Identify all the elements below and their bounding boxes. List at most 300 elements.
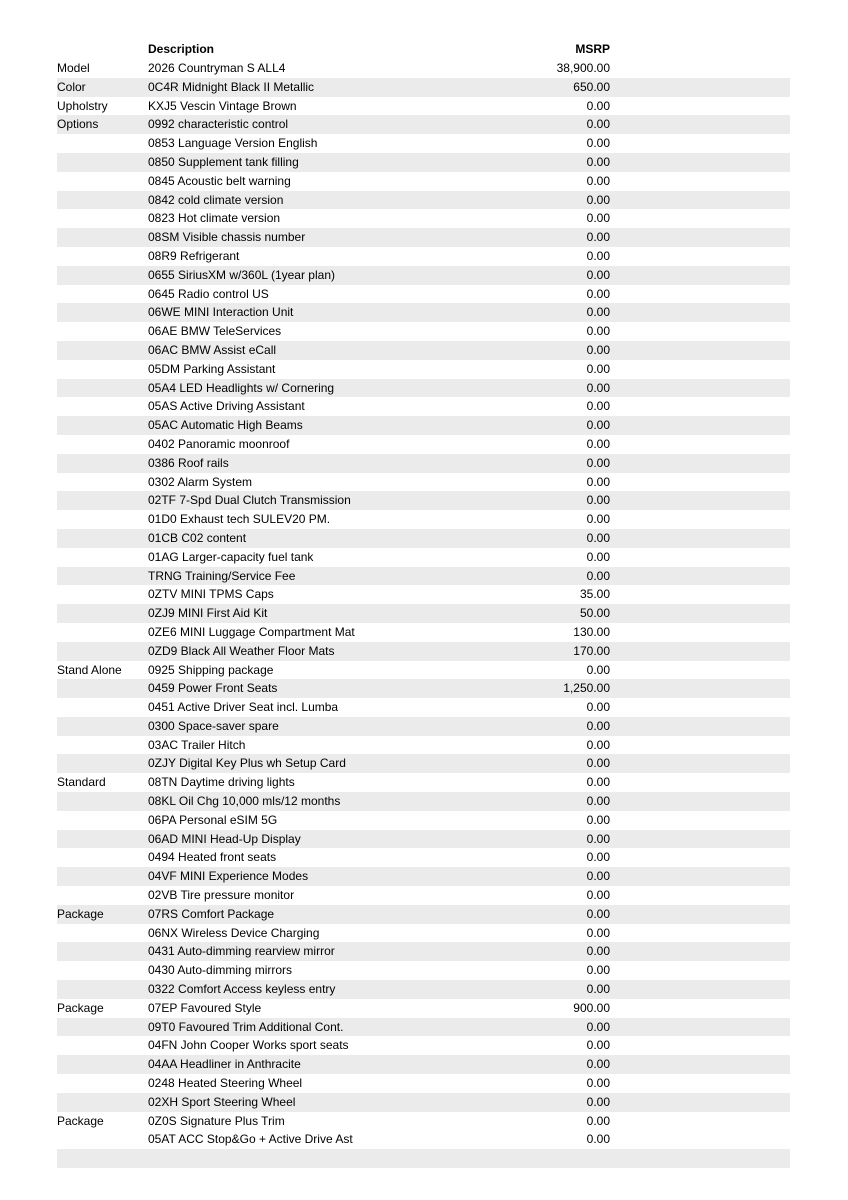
spacer-cell xyxy=(610,548,790,567)
spacer-cell xyxy=(610,266,790,285)
description-cell: 0823 Hot climate version xyxy=(148,211,281,226)
table-row xyxy=(57,604,790,623)
table-row xyxy=(57,792,790,811)
description-cell: 0451 Active Driver Seat incl. Lumba xyxy=(148,700,339,715)
table-row xyxy=(57,1112,790,1131)
description-cell: 0ZJ9 MINI First Aid Kit xyxy=(148,606,268,621)
description-cell: 06NX Wireless Device Charging xyxy=(148,925,320,940)
category-cell xyxy=(57,1055,148,1074)
spacer-cell xyxy=(610,416,790,435)
table-row xyxy=(57,1055,790,1074)
description-cell: 0655 SiriusXM w/360L (1year plan) xyxy=(148,267,335,282)
table-row xyxy=(57,491,790,510)
table-row xyxy=(57,191,790,210)
msrp-cell: 170.00 xyxy=(573,643,610,658)
description-cell: 0ZTV MINI TPMS Caps xyxy=(148,587,274,602)
description-cell: 06AC BMW Assist eCall xyxy=(148,342,277,357)
spacer-cell xyxy=(610,1018,790,1037)
category-cell xyxy=(57,510,148,529)
msrp-cell: 0.00 xyxy=(586,267,610,282)
msrp-cell: 0.00 xyxy=(586,1094,610,1109)
table-row xyxy=(57,661,790,680)
table-row xyxy=(57,78,790,97)
description-cell: 0853 Language Version English xyxy=(148,136,318,151)
category-cell xyxy=(57,191,148,210)
msrp-cell: 0.00 xyxy=(586,869,610,884)
header-row xyxy=(57,39,790,59)
spacer-cell xyxy=(610,942,790,961)
msrp-cell: 0.00 xyxy=(586,399,610,414)
table-row xyxy=(57,961,790,980)
category-cell xyxy=(57,397,148,416)
description-cell: 0302 Alarm System xyxy=(148,474,253,489)
description-cell: 06WE MINI Interaction Unit xyxy=(148,305,294,320)
table-row xyxy=(57,1036,790,1055)
category-column-header xyxy=(57,39,148,59)
table-row xyxy=(57,97,790,116)
msrp-cell: 130.00 xyxy=(573,624,610,639)
spacer-cell xyxy=(610,78,790,97)
table-row xyxy=(57,717,790,736)
table-row xyxy=(57,698,790,717)
category-cell xyxy=(57,867,148,886)
description-cell: 0845 Acoustic belt warning xyxy=(148,173,291,188)
table-row xyxy=(57,266,790,285)
description-cell: TRNG Training/Service Fee xyxy=(148,568,296,583)
table-row xyxy=(57,567,790,586)
table-row xyxy=(57,623,790,642)
description-cell: 0386 Roof rails xyxy=(148,455,229,470)
category-cell xyxy=(57,341,148,360)
spacer-cell xyxy=(610,341,790,360)
category-cell xyxy=(57,961,148,980)
table-row xyxy=(57,848,790,867)
description-cell: 05AC Automatic High Beams xyxy=(148,418,303,433)
table-row xyxy=(57,905,790,924)
msrp-cell: 0.00 xyxy=(586,211,610,226)
category-cell xyxy=(57,585,148,604)
table-row xyxy=(57,59,790,78)
description-cell xyxy=(148,1149,470,1168)
spacer-cell xyxy=(610,153,790,172)
description-cell: 06AD MINI Head-Up Display xyxy=(148,831,301,846)
description-cell: 01CB C02 content xyxy=(148,530,247,545)
category-cell xyxy=(57,942,148,961)
description-cell: 0992 characteristic control xyxy=(148,117,289,132)
category-cell xyxy=(57,811,148,830)
category-cell xyxy=(57,754,148,773)
msrp-cell: 0.00 xyxy=(586,888,610,903)
spacer-cell xyxy=(610,717,790,736)
description-cell: 0850 Supplement tank filling xyxy=(148,154,299,169)
msrp-cell: 0.00 xyxy=(586,794,610,809)
msrp-cell: 0.00 xyxy=(586,1038,610,1053)
table-row xyxy=(57,1093,790,1112)
description-cell: 0300 Space-saver spare xyxy=(148,718,279,733)
description-cell: 05AT ACC Stop&Go + Active Drive Ast xyxy=(148,1132,353,1147)
spacer-cell xyxy=(610,736,790,755)
category-cell xyxy=(57,642,148,661)
category-cell xyxy=(57,416,148,435)
category-cell xyxy=(57,209,148,228)
description-cell: 08SM Visible chassis number xyxy=(148,230,306,245)
table-row xyxy=(57,153,790,172)
spacer-cell xyxy=(610,360,790,379)
msrp-cell: 0.00 xyxy=(586,718,610,733)
table-row xyxy=(57,811,790,830)
table-row xyxy=(57,416,790,435)
spacer-cell xyxy=(610,623,790,642)
msrp-cell: 0.00 xyxy=(586,549,610,564)
table-row xyxy=(57,773,790,792)
table-row xyxy=(57,754,790,773)
table-row xyxy=(57,209,790,228)
description-cell: 03AC Trailer Hitch xyxy=(148,737,246,752)
msrp-cell: 0.00 xyxy=(586,192,610,207)
description-cell: 06AE BMW TeleServices xyxy=(148,324,282,339)
table-row xyxy=(57,322,790,341)
description-cell: 04FN John Cooper Works sport seats xyxy=(148,1038,349,1053)
msrp-cell: 0.00 xyxy=(586,286,610,301)
spacer-cell xyxy=(610,661,790,680)
spacer-cell xyxy=(610,529,790,548)
table-row xyxy=(57,642,790,661)
description-cell: 0925 Shipping package xyxy=(148,662,274,677)
category-cell xyxy=(57,266,148,285)
category-cell: Upholstry xyxy=(57,98,108,113)
msrp-cell: 0.00 xyxy=(586,136,610,151)
spacer-cell xyxy=(610,1093,790,1112)
category-cell xyxy=(57,1018,148,1037)
spacer-cell xyxy=(610,379,790,398)
table-row xyxy=(57,1130,790,1149)
msrp-cell: 0.00 xyxy=(586,756,610,771)
spacer-cell xyxy=(610,999,790,1018)
msrp-cell: 0.00 xyxy=(586,324,610,339)
msrp-cell: 0.00 xyxy=(586,700,610,715)
category-cell xyxy=(57,548,148,567)
description-cell: 02TF 7-Spd Dual Clutch Transmission xyxy=(148,493,351,508)
table-row xyxy=(57,529,790,548)
category-cell xyxy=(57,153,148,172)
msrp-cell: 0.00 xyxy=(586,342,610,357)
description-cell: 0ZE6 MINI Luggage Compartment Mat xyxy=(148,624,355,639)
category-cell xyxy=(57,792,148,811)
table-row xyxy=(57,585,790,604)
table-row xyxy=(57,379,790,398)
description-column-header: Description xyxy=(148,42,215,56)
msrp-cell: 0.00 xyxy=(586,248,610,263)
description-cell: 05A4 LED Headlights w/ Cornering xyxy=(148,380,335,395)
category-cell xyxy=(57,491,148,510)
description-cell: 0322 Comfort Access keyless entry xyxy=(148,982,336,997)
description-cell: 02VB Tire pressure monitor xyxy=(148,888,295,903)
msrp-cell: 0.00 xyxy=(586,1057,610,1072)
description-cell: 05DM Parking Assistant xyxy=(148,361,276,376)
description-cell: 0431 Auto-dimming rearview mirror xyxy=(148,944,335,959)
description-cell: 0ZD9 Black All Weather Floor Mats xyxy=(148,643,335,658)
table-row xyxy=(57,736,790,755)
msrp-cell: 50.00 xyxy=(579,606,610,621)
category-cell xyxy=(57,567,148,586)
table-row xyxy=(57,397,790,416)
category-cell xyxy=(57,285,148,304)
category-cell xyxy=(57,1130,148,1149)
msrp-cell: 0.00 xyxy=(586,906,610,921)
spacer-cell xyxy=(610,924,790,943)
category-cell xyxy=(57,1149,148,1168)
description-cell: 08TN Daytime driving lights xyxy=(148,775,295,790)
description-cell: 09T0 Favoured Trim Additional Cont. xyxy=(148,1019,344,1034)
category-cell: Package xyxy=(57,1113,104,1128)
table-row xyxy=(57,285,790,304)
spacer-cell xyxy=(610,698,790,717)
msrp-cell: 0.00 xyxy=(586,944,610,959)
msrp-cell: 0.00 xyxy=(586,530,610,545)
table-row xyxy=(57,999,790,1018)
table-row xyxy=(57,867,790,886)
description-cell: 0248 Heated Steering Wheel xyxy=(148,1076,303,1091)
spacer-cell xyxy=(610,1130,790,1149)
spacer-cell xyxy=(610,228,790,247)
table-row xyxy=(57,303,790,322)
spacer-cell xyxy=(610,1074,790,1093)
category-cell xyxy=(57,848,148,867)
table-row xyxy=(57,510,790,529)
table-row xyxy=(57,247,790,266)
spacer-cell xyxy=(610,754,790,773)
description-cell: 0645 Radio control US xyxy=(148,286,269,301)
spacer-cell xyxy=(610,773,790,792)
category-cell xyxy=(57,1093,148,1112)
msrp-cell: 0.00 xyxy=(586,154,610,169)
spacer-cell xyxy=(610,905,790,924)
msrp-cell: 0.00 xyxy=(586,568,610,583)
msrp-cell: 0.00 xyxy=(586,775,610,790)
spacer-cell xyxy=(610,322,790,341)
category-cell xyxy=(57,473,148,492)
spacer-cell xyxy=(610,642,790,661)
msrp-cell: 0.00 xyxy=(586,1113,610,1128)
spacer-cell xyxy=(610,172,790,191)
category-cell xyxy=(57,924,148,943)
table-row xyxy=(57,228,790,247)
msrp-cell: 0.00 xyxy=(586,1132,610,1147)
msrp-cell: 650.00 xyxy=(573,79,610,94)
category-cell xyxy=(57,172,148,191)
category-cell: Package xyxy=(57,906,104,921)
description-cell: 01D0 Exhaust tech SULEV20 PM. xyxy=(148,512,331,527)
description-cell: 08R9 Refrigerant xyxy=(148,248,240,263)
table-row xyxy=(57,886,790,905)
category-cell xyxy=(57,322,148,341)
category-cell xyxy=(57,736,148,755)
description-cell: 06PA Personal eSIM 5G xyxy=(148,812,278,827)
table-row xyxy=(57,435,790,454)
description-cell: 02XH Sport Steering Wheel xyxy=(148,1094,296,1109)
category-cell xyxy=(57,980,148,999)
spacer-cell xyxy=(610,567,790,586)
table-row xyxy=(57,1018,790,1037)
category-cell xyxy=(57,134,148,153)
category-cell xyxy=(57,435,148,454)
description-cell: KXJ5 Vescin Vintage Brown xyxy=(148,98,297,113)
category-cell xyxy=(57,454,148,473)
msrp-cell: 0.00 xyxy=(586,436,610,451)
spacer-cell xyxy=(610,209,790,228)
msrp-cell: 0.00 xyxy=(586,662,610,677)
description-cell: 04AA Headliner in Anthracite xyxy=(148,1057,301,1072)
spacer-cell xyxy=(610,585,790,604)
category-cell xyxy=(57,623,148,642)
table-row xyxy=(57,360,790,379)
msrp-cell: 0.00 xyxy=(586,455,610,470)
msrp-cell: 0.00 xyxy=(586,361,610,376)
spacer-cell xyxy=(610,303,790,322)
category-cell: Package xyxy=(57,1000,104,1015)
msrp-cell: 1,250.00 xyxy=(563,681,610,696)
spacer-cell xyxy=(610,1149,790,1168)
description-cell: 07EP Favoured Style xyxy=(148,1000,262,1015)
msrp-cell: 0.00 xyxy=(586,380,610,395)
description-cell: 0842 cold climate version xyxy=(148,192,284,207)
category-cell: Options xyxy=(57,117,99,132)
table-row xyxy=(57,980,790,999)
spacer-cell xyxy=(610,247,790,266)
spacer-cell xyxy=(610,97,790,116)
description-cell: 0Z0S Signature Plus Trim xyxy=(148,1113,285,1128)
description-cell: 0430 Auto-dimming mirrors xyxy=(148,963,293,978)
table-row xyxy=(57,548,790,567)
description-cell: 0402 Panoramic moonroof xyxy=(148,436,290,451)
spacer-cell xyxy=(610,792,790,811)
category-cell xyxy=(57,360,148,379)
spacer-cell xyxy=(610,830,790,849)
table-row xyxy=(57,924,790,943)
spacer-cell xyxy=(610,435,790,454)
table-row xyxy=(57,134,790,153)
msrp-cell: 0.00 xyxy=(586,230,610,245)
msrp-cell xyxy=(470,1149,610,1168)
spacer-cell xyxy=(610,397,790,416)
table-row xyxy=(57,172,790,191)
description-cell: 0C4R Midnight Black II Metallic xyxy=(148,79,315,94)
category-cell xyxy=(57,303,148,322)
description-cell: 2026 Countryman S ALL4 xyxy=(148,61,286,75)
description-cell: 0ZJY Digital Key Plus wh Setup Card xyxy=(148,756,346,771)
description-cell: 0459 Power Front Seats xyxy=(148,681,278,696)
category-cell xyxy=(57,228,148,247)
table-row xyxy=(57,679,790,698)
spacer-cell xyxy=(610,285,790,304)
msrp-cell: 0.00 xyxy=(586,474,610,489)
table-row xyxy=(57,454,790,473)
description-cell: 05AS Active Driving Assistant xyxy=(148,399,305,414)
table-row xyxy=(57,942,790,961)
msrp-cell: 0.00 xyxy=(586,117,610,132)
msrp-cell: 0.00 xyxy=(586,1076,610,1091)
category-cell: Standard xyxy=(57,775,106,790)
header-spacer xyxy=(610,39,790,59)
spacer-cell xyxy=(610,191,790,210)
category-cell xyxy=(57,247,148,266)
vehicle-spec-table xyxy=(57,39,790,1168)
category-cell: Stand Alone xyxy=(57,662,122,677)
msrp-cell: 0.00 xyxy=(586,982,610,997)
msrp-cell: 0.00 xyxy=(586,737,610,752)
msrp-cell: 0.00 xyxy=(586,305,610,320)
spacer-cell xyxy=(610,473,790,492)
msrp-cell: 0.00 xyxy=(586,173,610,188)
msrp-cell: 0.00 xyxy=(586,493,610,508)
msrp-cell: 0.00 xyxy=(586,963,610,978)
spacer-cell xyxy=(610,59,790,78)
category-cell xyxy=(57,886,148,905)
msrp-cell: 38,900.00 xyxy=(556,61,610,75)
msrp-cell: 0.00 xyxy=(586,812,610,827)
msrp-cell: 0.00 xyxy=(586,831,610,846)
category-cell xyxy=(57,1074,148,1093)
category-cell xyxy=(57,698,148,717)
description-cell: 07RS Comfort Package xyxy=(148,906,275,921)
msrp-cell: 0.00 xyxy=(586,418,610,433)
spacer-cell xyxy=(610,679,790,698)
category-cell xyxy=(57,604,148,623)
spacer-cell xyxy=(610,604,790,623)
msrp-cell: 0.00 xyxy=(586,1019,610,1034)
spacer-cell xyxy=(610,811,790,830)
msrp-cell: 0.00 xyxy=(586,925,610,940)
category-cell: Color xyxy=(57,79,86,94)
table-body xyxy=(57,59,790,1168)
description-cell: 0494 Heated front seats xyxy=(148,850,277,865)
table-row xyxy=(57,1149,790,1168)
spacer-cell xyxy=(610,1036,790,1055)
category-cell xyxy=(57,379,148,398)
table-header xyxy=(57,39,790,59)
table-row xyxy=(57,341,790,360)
spacer-cell xyxy=(610,510,790,529)
spacer-cell xyxy=(610,867,790,886)
category-cell xyxy=(57,717,148,736)
category-cell xyxy=(57,830,148,849)
msrp-cell: 0.00 xyxy=(586,98,610,113)
table-row xyxy=(57,830,790,849)
category-cell xyxy=(57,1036,148,1055)
spacer-cell xyxy=(610,491,790,510)
table-row xyxy=(57,115,790,134)
spacer-cell xyxy=(610,1055,790,1074)
category-cell xyxy=(57,679,148,698)
spacer-cell xyxy=(610,115,790,134)
description-cell: 04VF MINI Experience Modes xyxy=(148,869,309,884)
msrp-cell: 0.00 xyxy=(586,850,610,865)
msrp-cell: 0.00 xyxy=(586,512,610,527)
spacer-cell xyxy=(610,886,790,905)
description-cell: 01AG Larger-capacity fuel tank xyxy=(148,549,314,564)
table-row xyxy=(57,473,790,492)
description-cell: 08KL Oil Chg 10,000 mls/12 months xyxy=(148,794,341,809)
category-cell xyxy=(57,529,148,548)
spacer-cell xyxy=(610,1112,790,1131)
spacer-cell xyxy=(610,848,790,867)
spacer-cell xyxy=(610,454,790,473)
msrp-cell: 35.00 xyxy=(579,587,610,602)
spacer-cell xyxy=(610,134,790,153)
spacer-cell xyxy=(610,961,790,980)
msrp-column-header: MSRP xyxy=(575,42,610,56)
category-cell: Model xyxy=(57,61,90,75)
